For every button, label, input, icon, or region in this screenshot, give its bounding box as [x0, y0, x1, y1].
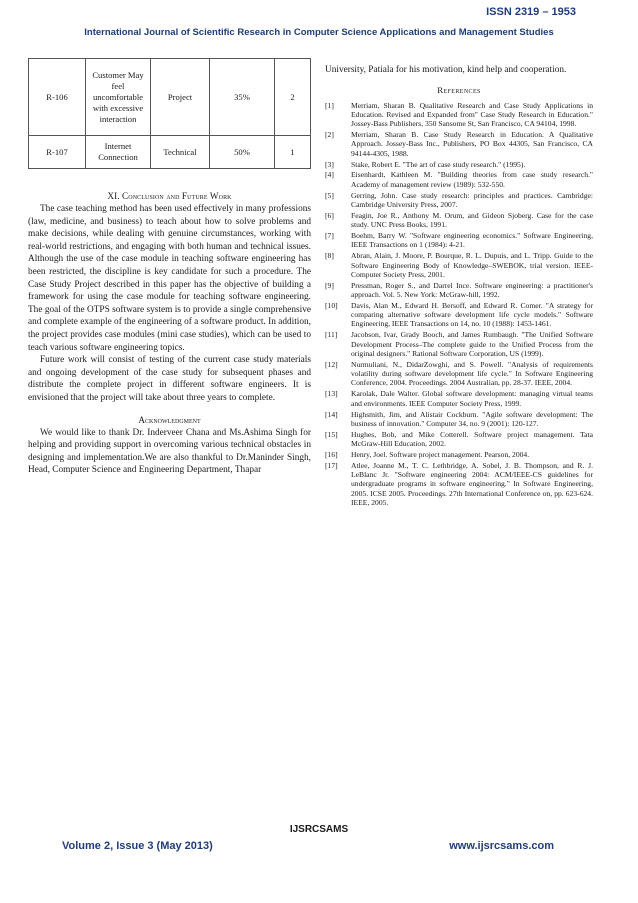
- footer-volume: Volume 2, Issue 3 (May 2013): [62, 840, 213, 852]
- reference-item: [325, 410, 593, 429]
- reference-number: [2]: [325, 130, 334, 140]
- reference-item: [325, 461, 593, 507]
- reference-number: [16]: [325, 449, 338, 459]
- reference-text: Davis, Alan M., Edward H. Bersoff, and Edward R. Comer. "A strategy for comparing alternative software development life cycle models." Software Engineering, IEEE Transactions on 14, no. 10 (1988): 1453-1461.: [351, 300, 593, 329]
- reference-item: [325, 301, 593, 329]
- reference-item: [325, 170, 593, 189]
- acknowledgment-continuation: University, Patiala for his motivation, kind help and cooperation.: [325, 65, 567, 75]
- right-column: [325, 64, 593, 509]
- reference-text: Nurmuliani, N., DidarZowghi, and S. Powell. "Analysis of requirements volatility during software development life cycle." In Software Engineering Conference, 2004. Proceedings. 2004 Australian, pp. 28-37. IEEE, 2004.: [351, 359, 593, 388]
- reference-item: [325, 231, 593, 250]
- references-heading: References: [437, 84, 481, 95]
- reference-item: [325, 251, 593, 279]
- conclusion-paragraph: The case teaching method has been used effectively in many professions (law, medicine, and business) to teach about how to solve problems and make decisions, while dealing with genuine circumstances, working with real-world restrictions, and engaging with both human and technical issues. Although the use of the case module in teaching software engineering has been restricted, the discipline is key candidate for such a procedure. The Case Study Project described in this paper has the objective of building a framework for using the case module for teaching software engineering. The goal of the OTPS software system is to provide a single comprehensive and complete example of the engineering of a software product. In addition, the project provides case modules (mini case studies), which can be used to teach various software engineering topics.: [28, 204, 311, 353]
- reference-number: [5]: [325, 190, 334, 200]
- reference-number: [10]: [325, 300, 338, 310]
- reference-item: [325, 191, 593, 210]
- reference-text: Highsmith, Jim, and Alistair Cockburn. "Agile software development: The business of innovation." Computer 34, no. 9 (2001): 120-127.: [351, 409, 593, 428]
- reference-text: Merriam, Sharan B. Case Study Research in Education. A Qualitative Approach. Jossey-Bass Inc., Publishers, PO Box 44305, San Francisco, CA 94144-4305, 1988.: [351, 130, 593, 158]
- table-cell-rank: 2: [275, 59, 311, 136]
- reference-number: [8]: [325, 251, 334, 261]
- acknowledgment-paragraph: We would like to thank Dr. Inderveer Chana and Ms.Ashima Singh for helping and providing support in overcoming various technical obstacles in designing and implementation.We are also thankful to Dr.Maninder Singh, Head, Computer Science and Engineering Department, Thapar: [28, 427, 311, 476]
- conclusion-heading: XI. Conclusion and Future Work: [107, 191, 232, 201]
- reference-item: [325, 389, 593, 408]
- reference-number: [3]: [325, 159, 334, 169]
- reference-text: Henry, Joel. Software project management. Pearson, 2004.: [351, 449, 530, 459]
- risk-table: [28, 58, 311, 169]
- reference-text: Eisenhardt, Kathleen M. "Building theories from case study research." Academy of management review (1989): 532-550.: [351, 170, 593, 189]
- reference-text: Jacobson, Ivar, Grady Booch, and James Rumbaugh. "The Unified Software Development Process–The complete guide to the Unified Process from the original designers." Rational Software Corporation, US (1999).: [351, 330, 593, 358]
- table-cell-id: R-106: [29, 59, 86, 136]
- reference-text: Karolak, Dale Walter. Global software development: managing virtual teams and environments. IEEE Computer Society Press, 1999.: [351, 389, 593, 408]
- table-cell-category: Technical: [151, 136, 210, 169]
- table-cell-description: Customer May feel uncomfortable with excessive interaction: [86, 59, 151, 136]
- table-cell-percent: 35%: [210, 59, 275, 136]
- table-cell-percent: 50%: [210, 136, 275, 169]
- reference-text: Hughes, Bob, and Mike Cotterell. Software project management. Tata McGraw-Hill Education, 2002.: [351, 429, 593, 448]
- reference-number: [13]: [325, 389, 338, 399]
- reference-number: [7]: [325, 231, 334, 241]
- reference-item: [325, 101, 593, 129]
- left-column: [28, 58, 311, 477]
- table-row: [29, 59, 311, 136]
- future-work-paragraph: Future work will consist of testing of the current case study materials and ongoing development of the case study for subsequent phases and distribute the complete project in different software engineers. It is envisioned that the project will take about three years to complete.: [28, 355, 311, 403]
- reference-item: [325, 160, 593, 169]
- reference-item: [325, 281, 593, 300]
- reference-text: Atlee, Joanne M., T. C. Lethbridge, A. Sobel, J. B. Thompson, and R. J. LeBlanc Jr. "Software engineering 2004: ACM/IEEE-CS guidelines for undergraduate programs in software engineering." In Software Engineering, 2005. ICSE 2005. Proceedings. 27th International Conference on, pp. 623-624. IEEE, 2005.: [351, 460, 593, 507]
- reference-item: [325, 211, 593, 230]
- reference-item: [325, 360, 593, 388]
- reference-text: Boehm, Barry W. "Software engineering economics." Software Engineering, IEEE Transactions on 1 (1984): 4-21.: [351, 231, 593, 250]
- issn-label: ISSN 2319 – 1953: [486, 6, 576, 18]
- reference-number: [14]: [325, 409, 338, 419]
- reference-number: [15]: [325, 429, 338, 439]
- reference-text: Pressman, Roger S., and Darrel Ince. Software engineering: a practitioner's approach. Vol. 5. New York: McGraw-hill, 1992.: [351, 280, 593, 299]
- reference-number: [17]: [325, 460, 338, 470]
- reference-number: [6]: [325, 210, 334, 220]
- reference-item: [325, 430, 593, 449]
- table-cell-description: Internet Connection: [86, 136, 151, 169]
- table-cell-rank: 1: [275, 136, 311, 169]
- journal-title: International Journal of Scientific Research in Computer Science Applications and Management Studies: [84, 27, 554, 38]
- reference-text: Feagin, Joe R., Anthony M. Orum, and Gideon Sjoberg. Case for the case study. UNC Press Books, 1991.: [351, 210, 593, 230]
- reference-item: [325, 330, 593, 358]
- reference-number: [11]: [325, 330, 338, 340]
- reference-list: [325, 101, 593, 508]
- table-cell-category: Project: [151, 59, 210, 136]
- reference-text: Gerring, John. Case study research: principles and practices. Cambridge: Cambridge University Press, 2007.: [351, 190, 593, 209]
- reference-text: Stake, Robert E. "The art of case study research." (1995).: [351, 159, 526, 169]
- acknowledgment-heading: Acknowledgment: [138, 414, 201, 425]
- reference-text: Merriam, Sharan B. Qualitative Research and Case Study Applications in Education. Revised and Expanded from" Case Study Research in Education." Jossey-Bass Publishers, 350 Sansome St, San Francisco, CA 94104, 1998.: [351, 100, 593, 129]
- reference-item: [325, 450, 593, 459]
- reference-number: [9]: [325, 280, 334, 290]
- reference-text: Abran, Alain, J. Moore, P. Bourque, R. L. Dupuis, and L. Tripp. Guide to the Software Engineering Body of Knowledge–SWEBOK, trial version. IEEE-Computer Society Press, 2001.: [351, 251, 593, 279]
- footer-website: www.ijsrcsams.com: [449, 840, 554, 852]
- table-row: [29, 136, 311, 169]
- reference-number: [4]: [325, 170, 334, 180]
- reference-number: [12]: [325, 359, 338, 369]
- footer-publisher: IJSRCSAMS: [289, 824, 349, 835]
- reference-item: [325, 130, 593, 158]
- table-cell-id: R-107: [29, 136, 86, 169]
- reference-number: [1]: [325, 100, 334, 110]
